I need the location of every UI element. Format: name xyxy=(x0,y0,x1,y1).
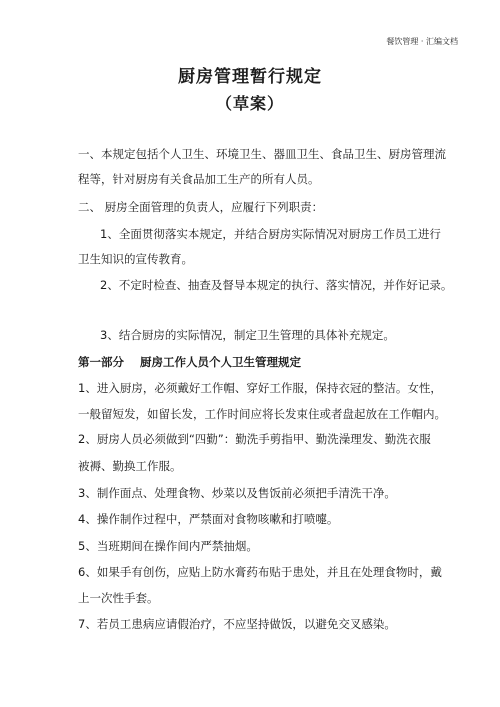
header-note: 餐饮管理 · 汇编文档 xyxy=(386,37,458,46)
section-heading: 第一部分 厨房工作人员个人卫生管理规定 xyxy=(78,355,302,369)
paragraph-line: 上一次性手套。 xyxy=(78,591,159,605)
paragraph-line: 1、全面贯彻落实本规定，并结合厨房实际情况对厨房工作员工进行 xyxy=(100,227,441,241)
paragraph-line: 5、当班期间在操作间内严禁抽烟。 xyxy=(78,539,258,553)
paragraph-line: 一般留短发，如留长发，工作时间应将长发束住或者盘起放在工作帽内。 xyxy=(78,407,446,421)
paragraph-line: 卫生知识的宣传教育。 xyxy=(78,252,193,266)
paragraph-line: 6、如果手有创伤，应贴上防水膏药布贴于患处，并且在处理食物时，戴 xyxy=(78,565,442,579)
paragraph-line: 一、本规定包括个人卫生、环境卫生、器皿卫生、食品卫生、厨房管理流 xyxy=(78,147,446,161)
document-subtitle: （草案） xyxy=(215,94,284,113)
paragraph-line: 二、 厨房全面管理的负责人，应履行下列职责： xyxy=(78,200,324,214)
paragraph-line: 程等，针对厨房有关食品加工生产的所有人员。 xyxy=(78,172,320,186)
paragraph-line: 3、制作面点、处理食物、炒菜以及售饭前必须把手清洗干净。 xyxy=(78,486,396,500)
paragraph-line: 7、若员工患病应请假治疗，不应坚持做饭，以避免交叉感染。 xyxy=(78,617,396,631)
paragraph-line: 3、结合厨房的实际情况，制定卫生管理的具体补充规定。 xyxy=(100,328,395,342)
document-title: 厨房管理暂行规定 xyxy=(178,67,322,87)
paragraph-line: 被褥、勤换工作服。 xyxy=(78,459,182,473)
paragraph-line: 2、不定时检查、抽查及督导本规定的执行、落实情况，并作好记录。 xyxy=(100,278,453,292)
paragraph-line: 4、操作制作过程中，严禁面对食物咳嗽和打喷嚏。 xyxy=(78,512,339,526)
paragraph-line: 1、进入厨房，必须戴好工作帽、穿好工作服，保持衣冠的整洁。女性， xyxy=(78,381,442,395)
paragraph-line: 2、厨房人员必须做到“四勤”：勤洗手剪指甲、勤洗澡理发、勤洗衣服 xyxy=(78,432,431,446)
